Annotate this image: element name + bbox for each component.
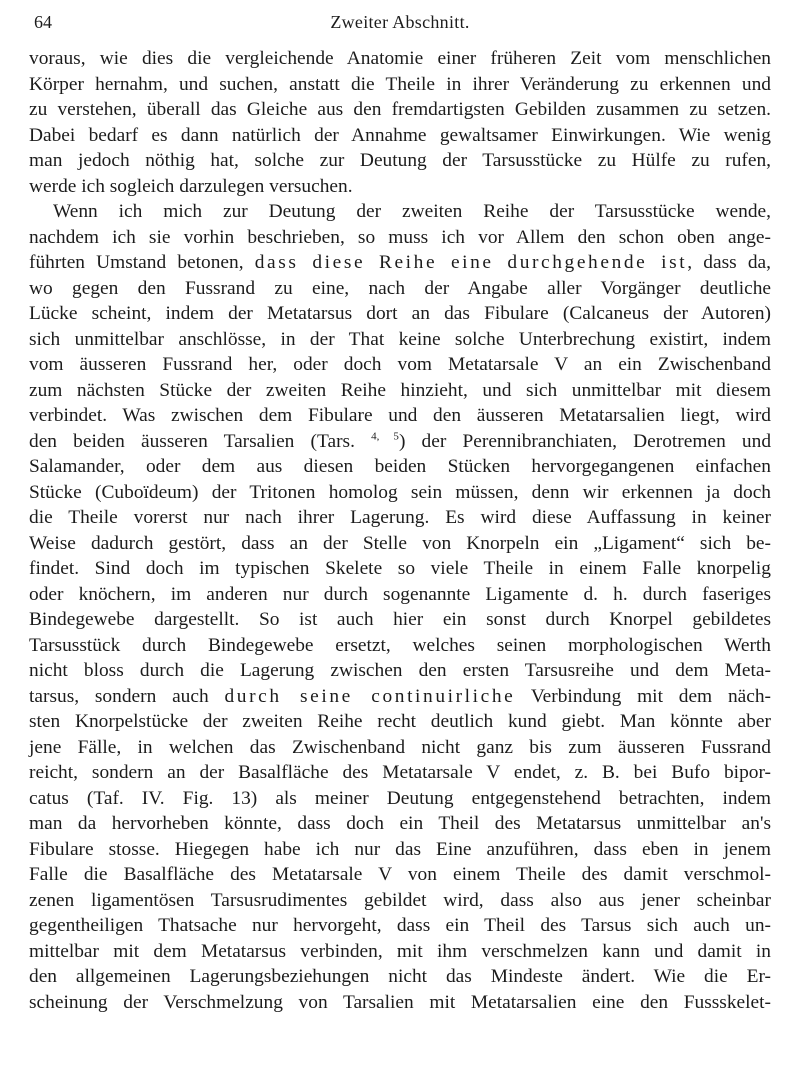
page-header xyxy=(0,6,800,30)
text-line: zenen ligamentösen Tarsusrudimentes gebildet wird, dass also aus jener scheinbar xyxy=(29,889,771,911)
text-line: sten Knorpelstücke der zweiten Reihe recht deutlich kund giebt. Man könnte aber xyxy=(29,711,771,732)
text-line: werde ich sogleich darzulegen versuchen. xyxy=(29,175,353,197)
text-line: man jedoch nöthig hat, solche zur Deutung der Tarsusstücke zu Hülfe zu rufen, xyxy=(29,150,771,171)
text-line: jene Fälle, in welchen das Zwischenband nicht ganz bis zum äusseren Fussrand xyxy=(29,736,771,758)
text-line: Falle die Basalfläche des Metatarsale V von einem Theile des damit verschmol- xyxy=(29,864,771,885)
text-line: findet. Sind doch im typischen Skelete so viele Theile in einem Falle knorpelig xyxy=(29,558,771,579)
text-line: Tarsusstück durch Bindegewebe ersetzt, welches seinen morphologischen Werth xyxy=(29,634,771,656)
superscript: 4, 5 xyxy=(371,430,399,443)
text-line: nicht bloss durch die Lagerung zwischen den ersten Tarsusreihe und dem Meta- xyxy=(29,660,771,681)
text-segment: führten Umstand betonen, xyxy=(29,252,255,273)
text-line: oder knöchern, im anderen nur durch sogenannte Ligamente d. h. durch faseriges xyxy=(29,583,771,605)
text-line: Wenn ich mich zur Deutung der zweiten Reihe der Tarsusstücke wende, xyxy=(53,201,771,222)
text-line xyxy=(29,684,771,710)
text-segment: ) der Perennibranchiaten, Derotremen und xyxy=(398,430,772,452)
body-text xyxy=(29,46,771,1015)
text-line: vom äusseren Fussrand her, oder doch vom Metatarsale V an ein Zwischenband xyxy=(29,354,771,375)
text-line: den allgemeinen Lagerungsbeziehungen nicht das Mindeste ändert. Wie die Er- xyxy=(29,966,771,987)
emphasized-text: dass diese Reihe eine durchgehende ist xyxy=(254,252,688,273)
text-line: Körper hernahm, und suchen, anstatt die Theile in ihrer Veränderung zu erkennen und xyxy=(29,73,771,95)
text-segment: Verbindung mit dem näch- xyxy=(515,685,771,707)
running-head: Zweiter Abschnitt. xyxy=(330,12,470,32)
text-line: wo gegen den Fussrand zu eine, nach der Angabe aller Vorgänger deutliche xyxy=(29,277,771,299)
text-line: Lücke scheint, indem der Metatarsus dort an das Fibulare (Calcaneus der Autoren) xyxy=(29,303,771,324)
text-line: Weise dadurch gestört, dass an der Stelle von Knorpeln ein „Ligament“ sich be- xyxy=(29,532,771,554)
text-line: verbindet. Was zwischen dem Fibulare und den äusseren Metatarsalien liegt, wird xyxy=(29,405,771,426)
text-line: Stücke (Cuboïdeum) der Tritonen homolog sein müssen, denn wir erkennen ja doch xyxy=(29,481,771,503)
text-line: die Theile vorerst nur nach ihrer Lagerung. Es wird diese Auffassung in keiner xyxy=(29,507,771,528)
text-line: reicht, sondern an der Basalfläche des Metatarsale V endet, z. B. bei Bufo bipor- xyxy=(29,762,771,783)
text-line: gegentheiligen Thatsache nur hervorgeht, dass ein Theil des Tarsus sich auch un- xyxy=(29,915,771,936)
text-line: Fibulare stosse. Hiegegen habe ich nur das Eine anzuführen, dass eben in jenem xyxy=(29,838,771,860)
text-line: zum nächsten Stücke der zweiten Reihe hinzieht, und sich unmittelbar mit diesem xyxy=(29,379,771,401)
text-line: nachdem ich sie vorhin beschrieben, so muss ich vor Allem den schon oben ange- xyxy=(29,226,771,248)
text-line: Salamander, oder dem aus diesen beiden Stücken hervorgegangenen einfachen xyxy=(29,456,771,477)
text-line: mittelbar mit dem Metatarsus verbinden, mit ihm verschmelzen kann und damit in xyxy=(29,940,771,962)
text-line: voraus, wie dies die vergleichende Anatomie einer früheren Zeit vom menschlichen xyxy=(29,48,771,69)
emphasized-text: durch seine continuirliche xyxy=(224,685,516,707)
text-line xyxy=(29,250,771,276)
text-segment: den beiden äusseren Tarsalien (Tars. xyxy=(29,430,372,452)
text-line: man da hervorheben könnte, dass doch ein Theil des Metatarsus unmittelbar an's xyxy=(29,813,771,834)
page-number: 64 xyxy=(34,12,52,32)
text-line: catus (Taf. IV. Fig. 13) als meiner Deutung entgegenstehend betrachten, indem xyxy=(29,787,771,809)
text-line: scheinung der Verschmelzung von Tarsalien mit Metatarsalien eine den Fussskelet- xyxy=(29,991,771,1013)
text-segment: tarsus, sondern auch xyxy=(29,685,225,707)
text-segment: , dass da, xyxy=(687,252,771,273)
text-line: zu verstehen, überall das Gleiche aus den fremdartigsten Gebilden zusammen zu setzen. xyxy=(29,99,771,120)
text-line: Bindegewebe dargestellt. So ist auch hier ein sonst durch Knorpel gebildetes xyxy=(29,609,771,630)
text-line: sich unmittelbar anschlösse, in der That keine solche Unterbrechung existirt, indem xyxy=(29,328,771,350)
text-line xyxy=(29,429,771,455)
text-line: Dabei bedarf es dann natürlich der Annahme gewaltsamer Einwirkungen. Wie wenig xyxy=(29,124,771,146)
